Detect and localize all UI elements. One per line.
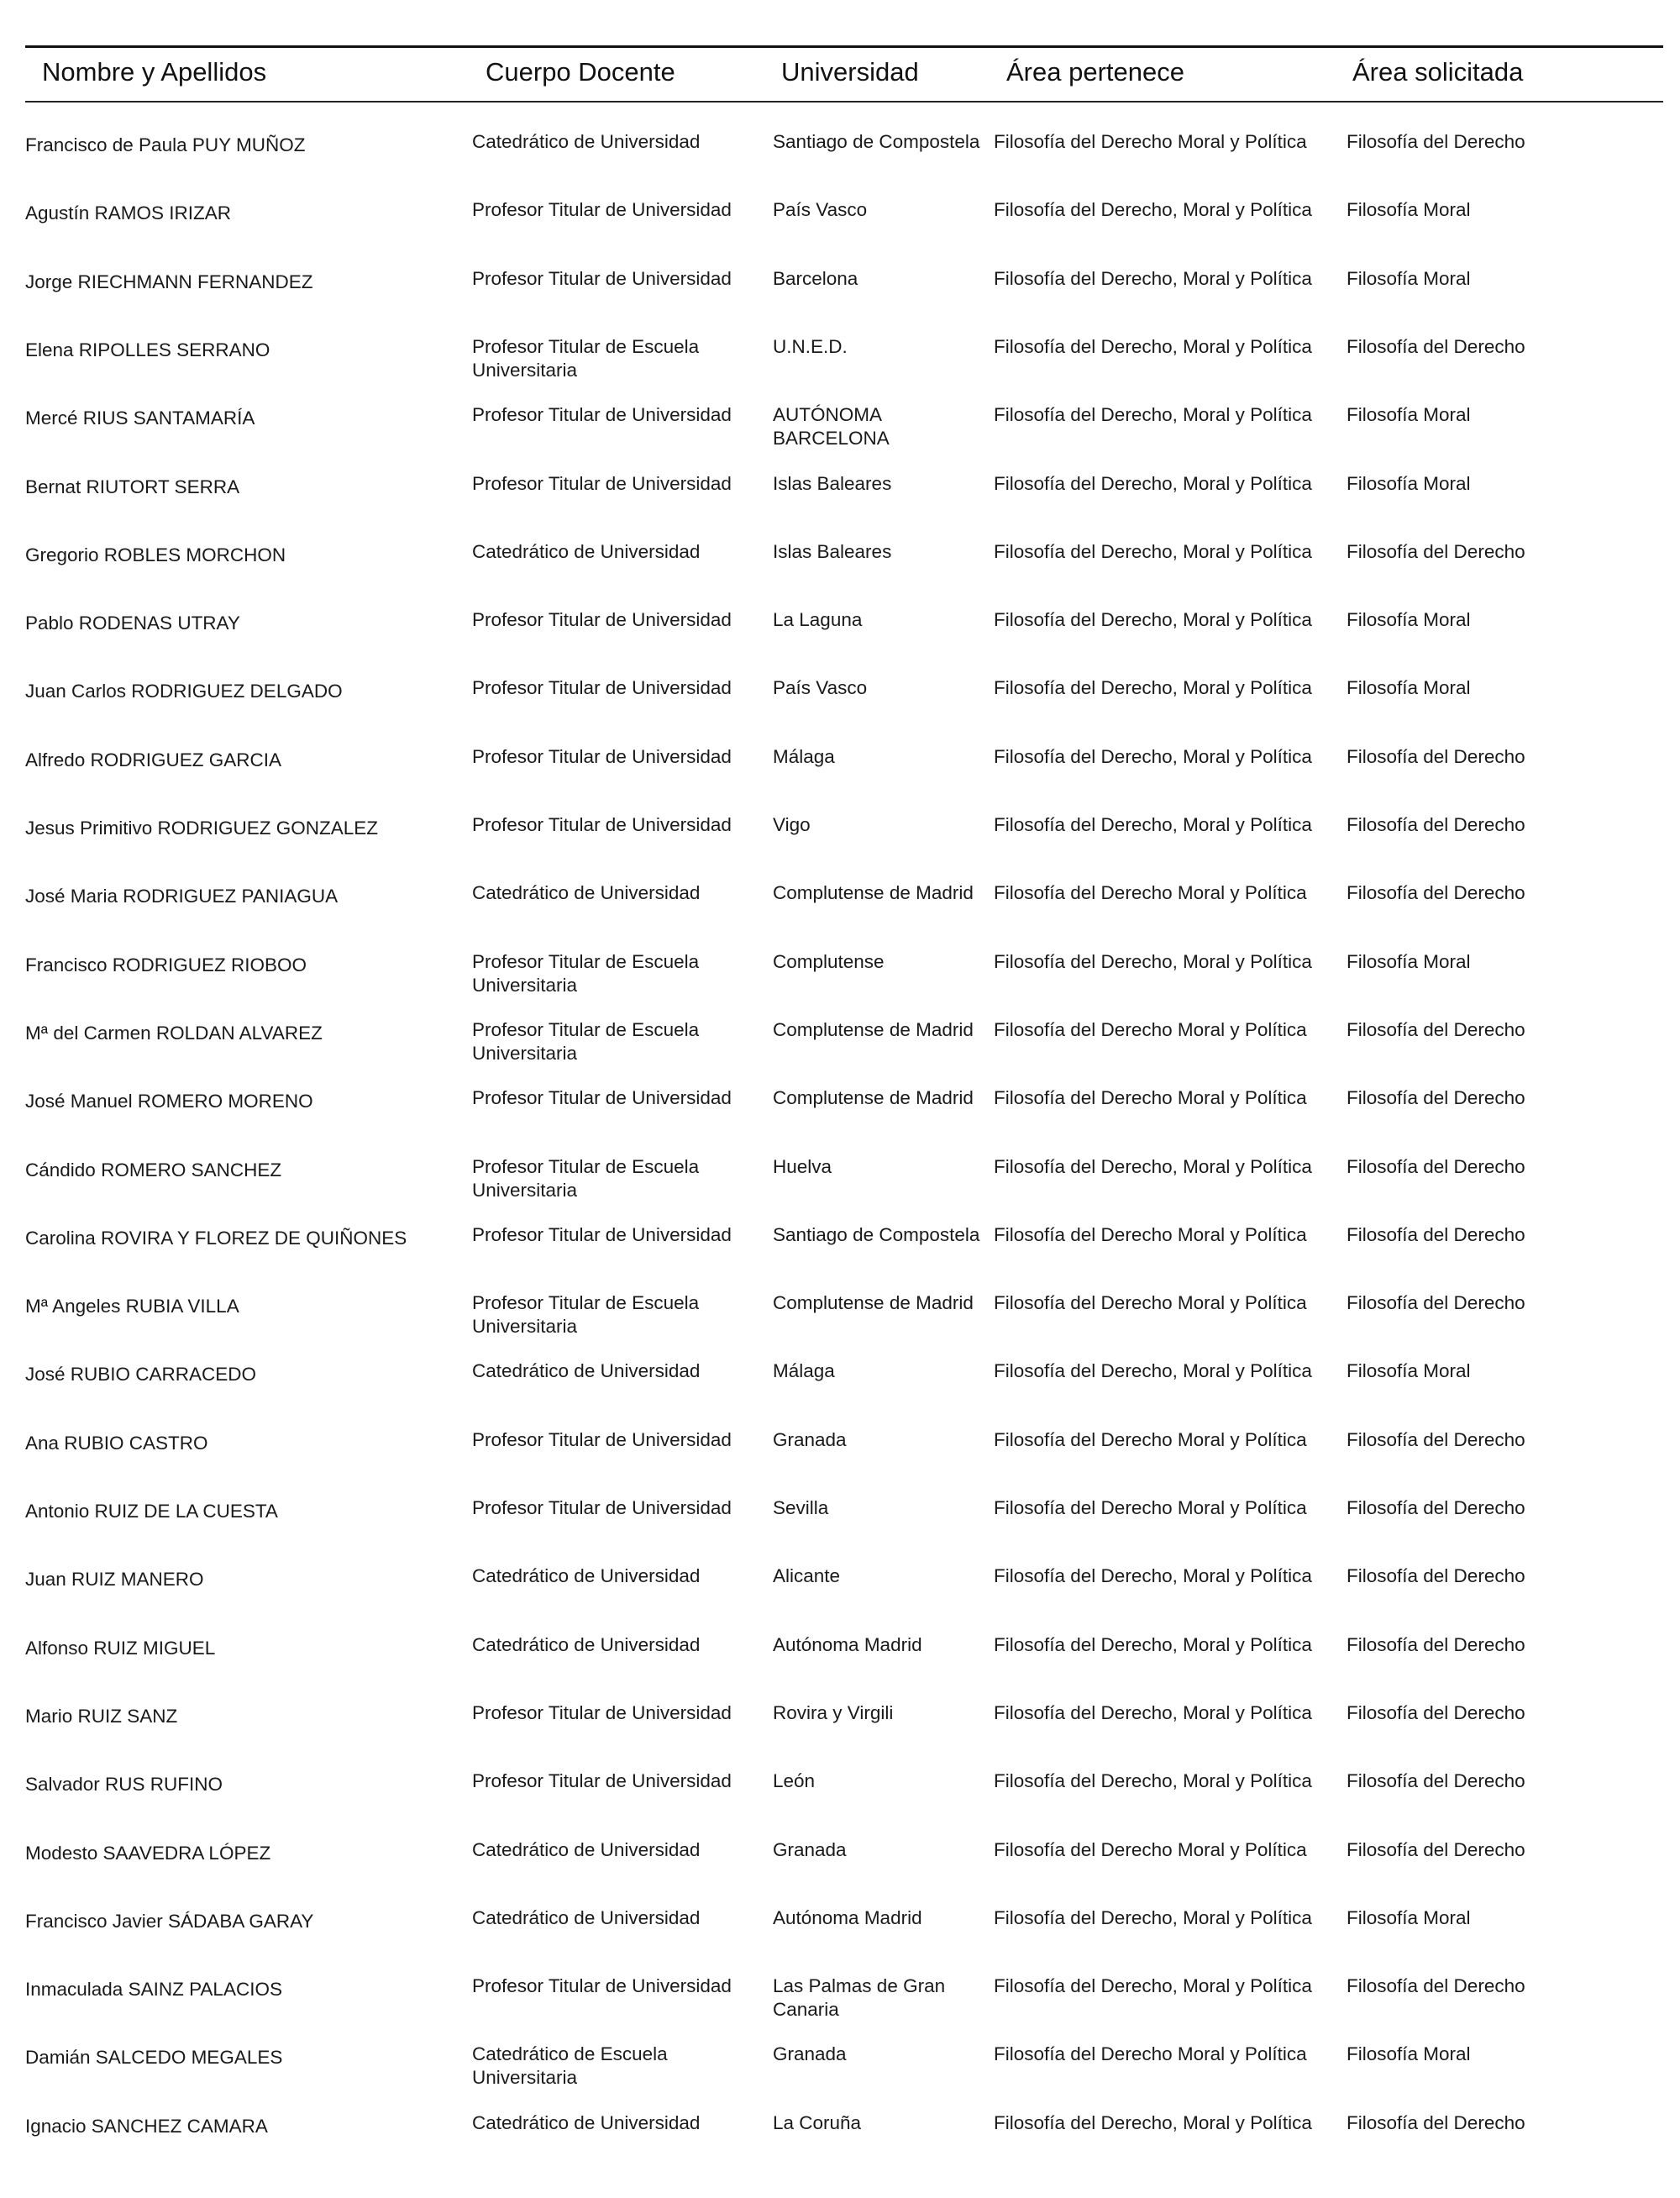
table-row bbox=[0, 198, 1680, 264]
table-row bbox=[0, 608, 1680, 674]
cell-area-solicitada: Filosofía del Derecho bbox=[1347, 1565, 1525, 1587]
cell-cuerpo-docente: Profesor Titular de Universidad bbox=[472, 267, 732, 289]
cell-area-pertenece: Filosofía del Derecho, Moral y Política bbox=[994, 199, 1312, 221]
table-row bbox=[0, 1496, 1680, 1562]
cell-cuerpo-docente: Catedrático de Escuela Universitaria bbox=[472, 2043, 668, 2089]
table-row bbox=[0, 1359, 1680, 1425]
cell-area-pertenece: Filosofía del Derecho, Moral y Política bbox=[994, 2111, 1312, 2133]
table-row bbox=[0, 950, 1680, 1016]
table-row bbox=[0, 881, 1680, 947]
cell-universidad: Islas Baleares bbox=[773, 540, 892, 562]
cell-area-pertenece: Filosofía del Derecho, Moral y Política bbox=[994, 1565, 1312, 1587]
cell-area-pertenece: Filosofía del Derecho, Moral y Política bbox=[994, 1701, 1312, 1723]
table-row bbox=[0, 676, 1680, 742]
cell-universidad: Islas Baleares bbox=[773, 472, 892, 494]
cell-universidad: Málaga bbox=[773, 745, 835, 767]
table-row bbox=[0, 1086, 1680, 1152]
table-row bbox=[0, 1428, 1680, 1494]
table-row bbox=[0, 267, 1680, 333]
cell-name: Gregorio ROBLES MORCHON bbox=[25, 544, 286, 565]
cell-name: Mª del Carmen ROLDAN ALVAREZ bbox=[25, 1022, 323, 1044]
table-row bbox=[0, 1701, 1680, 1767]
cell-area-pertenece: Filosofía del Derecho, Moral y Política bbox=[994, 1633, 1312, 1655]
table-row bbox=[0, 1633, 1680, 1699]
cell-name: Francisco de Paula PUY MUÑOZ bbox=[25, 134, 306, 155]
cell-universidad: León bbox=[773, 1770, 816, 1792]
cell-area-pertenece: Filosofía del Derecho Moral y Política bbox=[994, 1087, 1307, 1109]
cell-area-solicitada: Filosofía Moral bbox=[1347, 609, 1471, 631]
table-row bbox=[0, 813, 1680, 879]
cell-area-solicitada: Filosofía del Derecho bbox=[1347, 131, 1525, 152]
table-row bbox=[0, 1906, 1680, 1972]
cell-universidad: La Coruña bbox=[773, 2111, 862, 2133]
cell-cuerpo-docente: Profesor Titular de Universidad bbox=[472, 1223, 732, 1245]
cell-universidad: País Vasco bbox=[773, 199, 868, 221]
table-row bbox=[0, 540, 1680, 606]
cell-name: Mario RUIZ SANZ bbox=[25, 1705, 178, 1727]
cell-area-solicitada: Filosofía del Derecho bbox=[1347, 1292, 1525, 1314]
cell-cuerpo-docente: Catedrático de Universidad bbox=[472, 1838, 701, 1860]
cell-cuerpo-docente: Profesor Titular de Universidad bbox=[472, 1497, 732, 1518]
cell-name: Salvador RUS RUFINO bbox=[25, 1774, 223, 1796]
table-row bbox=[0, 1018, 1680, 1084]
cell-area-solicitada: Filosofía Moral bbox=[1347, 472, 1471, 494]
cell-area-solicitada: Filosofía Moral bbox=[1347, 404, 1471, 426]
cell-area-pertenece: Filosofía del Derecho, Moral y Política bbox=[994, 1155, 1312, 1177]
cell-area-pertenece: Filosofía del Derecho, Moral y Política bbox=[994, 472, 1312, 494]
cell-universidad: Barcelona bbox=[773, 267, 858, 289]
cell-area-solicitada: Filosofía Moral bbox=[1347, 267, 1471, 289]
cell-area-solicitada: Filosofía del Derecho bbox=[1347, 1975, 1525, 1997]
cell-area-pertenece: Filosofía del Derecho, Moral y Política bbox=[994, 1770, 1312, 1792]
cell-cuerpo-docente: Profesor Titular de Universidad bbox=[472, 1975, 732, 1997]
cell-cuerpo-docente: Catedrático de Universidad bbox=[472, 1565, 701, 1587]
cell-area-solicitada: Filosofía del Derecho bbox=[1347, 1701, 1525, 1723]
cell-area-solicitada: Filosofía del Derecho bbox=[1347, 745, 1525, 767]
cell-area-pertenece: Filosofía del Derecho, Moral y Política bbox=[994, 745, 1312, 767]
cell-area-solicitada: Filosofía Moral bbox=[1347, 950, 1471, 972]
cell-cuerpo-docente: Profesor Titular de Universidad bbox=[472, 199, 732, 221]
cell-name: Bernat RIUTORT SERRA bbox=[25, 476, 240, 497]
cell-area-solicitada: Filosofía del Derecho bbox=[1347, 1223, 1525, 1245]
table-row bbox=[0, 1223, 1680, 1289]
cell-name: Mercé RIUS SANTAMARÍA bbox=[25, 408, 255, 429]
cell-cuerpo-docente: Profesor Titular de Escuela Universitaria bbox=[472, 1018, 700, 1064]
cell-name: Carolina ROVIRA Y FLOREZ DE QUIÑONES bbox=[25, 1227, 407, 1249]
cell-area-pertenece: Filosofía del Derecho Moral y Política bbox=[994, 2043, 1307, 2065]
cell-area-solicitada: Filosofía del Derecho bbox=[1347, 1770, 1525, 1792]
cell-name: Ana RUBIO CASTRO bbox=[25, 1432, 208, 1454]
cell-cuerpo-docente: Profesor Titular de Universidad bbox=[472, 677, 732, 699]
cell-cuerpo-docente: Profesor Titular de Universidad bbox=[472, 1428, 732, 1450]
cell-name: Antonio RUIZ DE LA CUESTA bbox=[25, 1501, 278, 1522]
cell-universidad: Granada bbox=[773, 1428, 847, 1450]
table-row bbox=[0, 335, 1680, 401]
cell-universidad: Granada bbox=[773, 1838, 847, 1860]
cell-area-pertenece: Filosofía del Derecho, Moral y Política bbox=[994, 609, 1312, 631]
cell-cuerpo-docente: Catedrático de Universidad bbox=[472, 1360, 701, 1382]
cell-universidad: Rovira y Virgili bbox=[773, 1701, 894, 1723]
cell-area-solicitada: Filosofía del Derecho bbox=[1347, 540, 1525, 562]
cell-universidad: Las Palmas de Gran Canaria bbox=[773, 1975, 946, 2021]
cell-area-pertenece: Filosofía del Derecho, Moral y Política bbox=[994, 1975, 1312, 1997]
cell-area-solicitada: Filosofía del Derecho bbox=[1347, 1018, 1525, 1040]
cell-area-solicitada: Filosofía Moral bbox=[1347, 199, 1471, 221]
cell-cuerpo-docente: Profesor Titular de Universidad bbox=[472, 1770, 732, 1792]
cell-universidad: Vigo bbox=[773, 814, 811, 835]
cell-area-pertenece: Filosofía del Derecho Moral y Política bbox=[994, 1428, 1307, 1450]
cell-area-solicitada: Filosofía del Derecho bbox=[1347, 1497, 1525, 1518]
cell-universidad: Huelva bbox=[773, 1155, 832, 1177]
cell-name: Jorge RIECHMANN FERNANDEZ bbox=[25, 271, 313, 292]
cell-name: Pablo RODENAS UTRAY bbox=[25, 613, 240, 634]
cell-cuerpo-docente: Profesor Titular de Universidad bbox=[472, 814, 732, 835]
cell-area-solicitada: Filosofía Moral bbox=[1347, 1906, 1471, 1928]
table-row bbox=[0, 2111, 1680, 2177]
cell-universidad: AUTÓNOMA BARCELONA bbox=[773, 404, 890, 450]
cell-universidad: Complutense bbox=[773, 950, 885, 972]
cell-area-pertenece: Filosofía del Derecho Moral y Política bbox=[994, 1292, 1307, 1314]
cell-cuerpo-docente: Profesor Titular de Universidad bbox=[472, 609, 732, 631]
cell-cuerpo-docente: Profesor Titular de Universidad bbox=[472, 404, 732, 426]
cell-universidad: Sevilla bbox=[773, 1497, 829, 1518]
cell-name: Modesto SAAVEDRA LÓPEZ bbox=[25, 1842, 271, 1864]
cell-name: Alfredo RODRIGUEZ GARCIA bbox=[25, 749, 282, 770]
cell-universidad: Autónoma Madrid bbox=[773, 1906, 922, 1928]
cell-area-solicitada: Filosofía Moral bbox=[1347, 1360, 1471, 1382]
cell-universidad: Santiago de Compostela bbox=[773, 1223, 980, 1245]
cell-cuerpo-docente: Profesor Titular de Universidad bbox=[472, 1087, 732, 1109]
cell-cuerpo-docente: Profesor Titular de Universidad bbox=[472, 745, 732, 767]
header-cuerpo: Cuerpo Docente bbox=[486, 57, 675, 87]
cell-name: Damián SALCEDO MEGALES bbox=[25, 2047, 283, 2069]
cell-name: Francisco Javier SÁDABA GARAY bbox=[25, 1910, 314, 1932]
cell-universidad: Málaga bbox=[773, 1360, 835, 1382]
table-row bbox=[0, 745, 1680, 811]
cell-cuerpo-docente: Catedrático de Universidad bbox=[472, 2111, 701, 2133]
cell-name: José Manuel ROMERO MORENO bbox=[25, 1091, 313, 1112]
cell-name: Cándido ROMERO SANCHEZ bbox=[25, 1159, 282, 1181]
cell-area-solicitada: Filosofía del Derecho bbox=[1347, 1428, 1525, 1450]
cell-cuerpo-docente: Catedrático de Universidad bbox=[472, 882, 701, 904]
cell-name: José RUBIO CARRACEDO bbox=[25, 1364, 257, 1386]
cell-area-pertenece: Filosofía del Derecho, Moral y Política bbox=[994, 404, 1312, 426]
table-row bbox=[0, 1838, 1680, 1904]
cell-cuerpo-docente: Profesor Titular de Escuela Universitaria bbox=[472, 335, 700, 381]
cell-universidad: Complutense de Madrid bbox=[773, 1292, 974, 1314]
table-row bbox=[0, 1564, 1680, 1630]
cell-cuerpo-docente: Catedrático de Universidad bbox=[472, 1906, 701, 1928]
cell-area-pertenece: Filosofía del Derecho Moral y Política bbox=[994, 131, 1307, 152]
table-row bbox=[0, 1291, 1680, 1357]
cell-cuerpo-docente: Catedrático de Universidad bbox=[472, 131, 701, 152]
cell-area-pertenece: Filosofía del Derecho Moral y Política bbox=[994, 1223, 1307, 1245]
header-universidad: Universidad bbox=[781, 57, 919, 87]
cell-area-pertenece: Filosofía del Derecho Moral y Política bbox=[994, 1018, 1307, 1040]
table-row bbox=[0, 130, 1680, 196]
cell-area-pertenece: Filosofía del Derecho, Moral y Política bbox=[994, 1906, 1312, 1928]
cell-name: José Maria RODRIGUEZ PANIAGUA bbox=[25, 886, 339, 907]
cell-area-pertenece: Filosofía del Derecho, Moral y Política bbox=[994, 1360, 1312, 1382]
cell-area-solicitada: Filosofía del Derecho bbox=[1347, 882, 1525, 904]
cell-universidad: Complutense de Madrid bbox=[773, 1018, 974, 1040]
table-row bbox=[0, 1975, 1680, 2040]
cell-cuerpo-docente: Profesor Titular de Universidad bbox=[472, 1701, 732, 1723]
cell-cuerpo-docente: Profesor Titular de Universidad bbox=[472, 472, 732, 494]
cell-cuerpo-docente: Profesor Titular de Escuela Universitaria bbox=[472, 1292, 700, 1338]
cell-name: Francisco RODRIGUEZ RIOBOO bbox=[25, 954, 307, 975]
cell-universidad: Complutense de Madrid bbox=[773, 882, 974, 904]
cell-universidad: La Laguna bbox=[773, 609, 863, 631]
cell-area-solicitada: Filosofía del Derecho bbox=[1347, 1838, 1525, 1860]
cell-name: Juan Carlos RODRIGUEZ DELGADO bbox=[25, 681, 343, 702]
header-area-pertenece: Área pertenece bbox=[1006, 57, 1184, 87]
cell-cuerpo-docente: Catedrático de Universidad bbox=[472, 1633, 701, 1655]
table-row bbox=[0, 2043, 1680, 2108]
cell-name: Inmaculada SAINZ PALACIOS bbox=[25, 1979, 282, 2001]
cell-name: Juan RUIZ MANERO bbox=[25, 1569, 204, 1591]
cell-area-pertenece: Filosofía del Derecho, Moral y Política bbox=[994, 677, 1312, 699]
cell-area-pertenece: Filosofía del Derecho, Moral y Política bbox=[994, 335, 1312, 357]
cell-area-solicitada: Filosofía del Derecho bbox=[1347, 1633, 1525, 1655]
cell-area-pertenece: Filosofía del Derecho Moral y Política bbox=[994, 882, 1307, 904]
table-row bbox=[0, 472, 1680, 538]
cell-area-pertenece: Filosofía del Derecho, Moral y Política bbox=[994, 267, 1312, 289]
cell-name: Ignacio SANCHEZ CAMARA bbox=[25, 2115, 268, 2137]
cell-area-pertenece: Filosofía del Derecho, Moral y Política bbox=[994, 814, 1312, 835]
table-row bbox=[0, 403, 1680, 469]
cell-universidad: Alicante bbox=[773, 1565, 841, 1587]
cell-area-solicitada: Filosofía del Derecho bbox=[1347, 2111, 1525, 2133]
cell-name: Jesus Primitivo RODRIGUEZ GONZALEZ bbox=[25, 818, 379, 839]
table-row bbox=[0, 1155, 1680, 1221]
cell-area-pertenece: Filosofía del Derecho, Moral y Política bbox=[994, 540, 1312, 562]
cell-name: Elena RIPOLLES SERRANO bbox=[25, 339, 270, 360]
cell-area-solicitada: Filosofía del Derecho bbox=[1347, 1087, 1525, 1109]
cell-name: Agustín RAMOS IRIZAR bbox=[25, 202, 232, 224]
cell-universidad: Complutense de Madrid bbox=[773, 1087, 974, 1109]
cell-area-solicitada: Filosofía Moral bbox=[1347, 677, 1471, 699]
cell-universidad: Autónoma Madrid bbox=[773, 1633, 922, 1655]
header-area-solicitada: Área solicitada bbox=[1352, 57, 1524, 87]
cell-cuerpo-docente: Catedrático de Universidad bbox=[472, 540, 701, 562]
cell-cuerpo-docente: Profesor Titular de Escuela Universitaria bbox=[472, 950, 700, 996]
cell-area-solicitada: Filosofía Moral bbox=[1347, 2043, 1471, 2065]
cell-universidad: Santiago de Compostela bbox=[773, 131, 980, 152]
cell-area-pertenece: Filosofía del Derecho Moral y Política bbox=[994, 1497, 1307, 1518]
cell-area-solicitada: Filosofía del Derecho bbox=[1347, 814, 1525, 835]
cell-name: Mª Angeles RUBIA VILLA bbox=[25, 1296, 239, 1317]
cell-area-solicitada: Filosofía del Derecho bbox=[1347, 1155, 1525, 1177]
table-row bbox=[0, 1769, 1680, 1835]
cell-area-pertenece: Filosofía del Derecho, Moral y Política bbox=[994, 950, 1312, 972]
cell-name: Alfonso RUIZ MIGUEL bbox=[25, 1637, 216, 1659]
cell-universidad: U.N.E.D. bbox=[773, 335, 848, 357]
cell-cuerpo-docente: Profesor Titular de Escuela Universitaria bbox=[472, 1155, 700, 1201]
header-name: Nombre y Apellidos bbox=[42, 57, 267, 87]
cell-universidad: País Vasco bbox=[773, 677, 868, 699]
cell-universidad: Granada bbox=[773, 2043, 847, 2065]
cell-area-solicitada: Filosofía del Derecho bbox=[1347, 335, 1525, 357]
cell-area-pertenece: Filosofía del Derecho Moral y Política bbox=[994, 1838, 1307, 1860]
